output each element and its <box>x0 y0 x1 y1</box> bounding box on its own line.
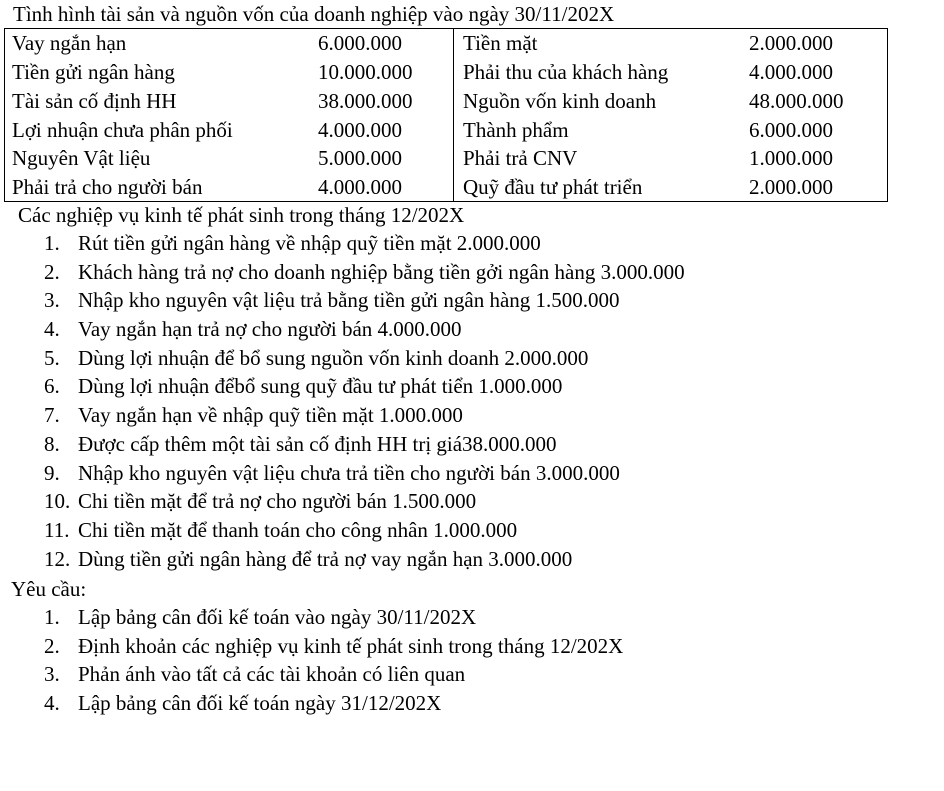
right-account-name: Phải thu của khách hàng <box>463 60 669 84</box>
item-number: 2. <box>44 633 60 658</box>
item-number: 5. <box>44 345 60 370</box>
left-account-value: 4.000.000 <box>318 118 402 142</box>
left-account-value: 10.000.000 <box>318 60 413 84</box>
item-number: 4. <box>44 317 60 342</box>
table-row <box>5 116 887 145</box>
right-account-name: Nguồn vốn kinh doanh <box>463 89 657 113</box>
item-number: 3. <box>44 662 60 687</box>
table-row <box>5 58 887 87</box>
right-account-name: Tiền mặt <box>463 31 538 55</box>
right-account-name: Phải trả CNV <box>463 146 578 170</box>
requirements-heading: Yêu cầu: <box>11 577 87 601</box>
item-number: 7. <box>44 403 60 428</box>
item-number: 8. <box>44 431 60 456</box>
item-number: 6. <box>44 374 60 399</box>
table-row <box>5 173 887 202</box>
left-account-name: Nguyên Vật liệu <box>12 146 151 170</box>
item-text: Chi tiền mặt để trả nợ cho người bán 1.500.000 <box>78 489 477 514</box>
operations-heading: Các nghiệp vụ kinh tế phát sinh trong tháng 12/202X <box>18 203 465 227</box>
item-text: Vay ngắn hạn về nhập quỹ tiền mặt 1.000.000 <box>78 403 463 428</box>
right-account-value: 4.000.000 <box>749 60 833 84</box>
item-text: Được cấp thêm một tài sản cố định HH trị giá38.000.000 <box>78 431 557 456</box>
item-number: 10. <box>44 489 71 514</box>
right-account-value: 6.000.000 <box>749 118 833 142</box>
item-text: Chi tiền mặt để thanh toán cho công nhân 1.000.000 <box>78 517 518 542</box>
right-account-name: Thành phẩm <box>463 118 569 142</box>
right-account-value: 2.000.000 <box>749 31 833 55</box>
left-account-value: 4.000.000 <box>318 175 402 199</box>
item-number: 2. <box>44 259 60 284</box>
right-account-value: 2.000.000 <box>749 175 833 199</box>
item-text: Nhập kho nguyên vật liệu chưa trả tiền cho người bán 3.000.000 <box>78 460 620 485</box>
left-account-name: Vay ngắn hạn <box>12 31 127 55</box>
table-row <box>5 144 887 173</box>
right-account-value: 48.000.000 <box>749 89 844 113</box>
item-number: 1. <box>44 605 60 629</box>
left-account-name: Tiền gửi ngân hàng <box>12 60 175 84</box>
right-account-name: Quỹ đầu tư phát triển <box>463 175 643 199</box>
left-account-value: 6.000.000 <box>318 31 402 55</box>
balance-table <box>4 28 888 202</box>
item-text: Dùng tiền gửi ngân hàng để trả nợ vay ngắn hạn 3.000.000 <box>78 546 573 571</box>
table-row <box>5 29 887 58</box>
item-number: 4. <box>44 691 60 716</box>
left-account-name: Lợi nhuận chưa phân phối <box>12 118 233 142</box>
left-account-value: 5.000.000 <box>318 146 402 170</box>
right-account-value: 1.000.000 <box>749 146 833 170</box>
item-text: Nhập kho nguyên vật liệu trả bằng tiền gửi ngân hàng 1.500.000 <box>78 288 620 313</box>
item-text: Phản ánh vào tất cả các tài khoản có liên quan <box>78 662 466 687</box>
item-text: Dùng lợi nhuận đểbổ sung quỹ đầu tư phát tiển 1.000.000 <box>78 374 563 399</box>
item-text: Lập bảng cân đối kế toán ngày 31/12/202X <box>78 691 442 716</box>
item-number: 9. <box>44 460 60 485</box>
item-text: Định khoản các nghiệp vụ kinh tế phát sinh trong tháng 12/202X <box>78 633 624 658</box>
item-text: Rút tiền gửi ngân hàng về nhập quỹ tiền mặt 2.000.000 <box>78 231 541 255</box>
item-number: 12. <box>44 546 71 571</box>
left-account-name: Tài sản cố định HH <box>12 89 177 113</box>
item-text: Dùng lợi nhuận để bổ sung nguồn vốn kinh doanh 2.000.000 <box>78 345 589 370</box>
item-text: Khách hàng trả nợ cho doanh nghiệp bằng tiền gởi ngân hàng 3.000.000 <box>78 259 685 284</box>
table-row <box>5 87 887 116</box>
item-text: Vay ngắn hạn trả nợ cho người bán 4.000.000 <box>78 317 462 342</box>
left-account-name: Phải trả cho người bán <box>12 175 203 199</box>
item-number: 3. <box>44 288 60 313</box>
item-text: Lập bảng cân đối kế toán vào ngày 30/11/202X <box>78 605 477 629</box>
left-account-value: 38.000.000 <box>318 89 413 113</box>
item-number: 11. <box>44 517 70 542</box>
document-title: Tình hình tài sản và nguồn vốn của doanh nghiệp vào ngày 30/11/202X <box>13 2 615 26</box>
item-number: 1. <box>44 231 60 255</box>
